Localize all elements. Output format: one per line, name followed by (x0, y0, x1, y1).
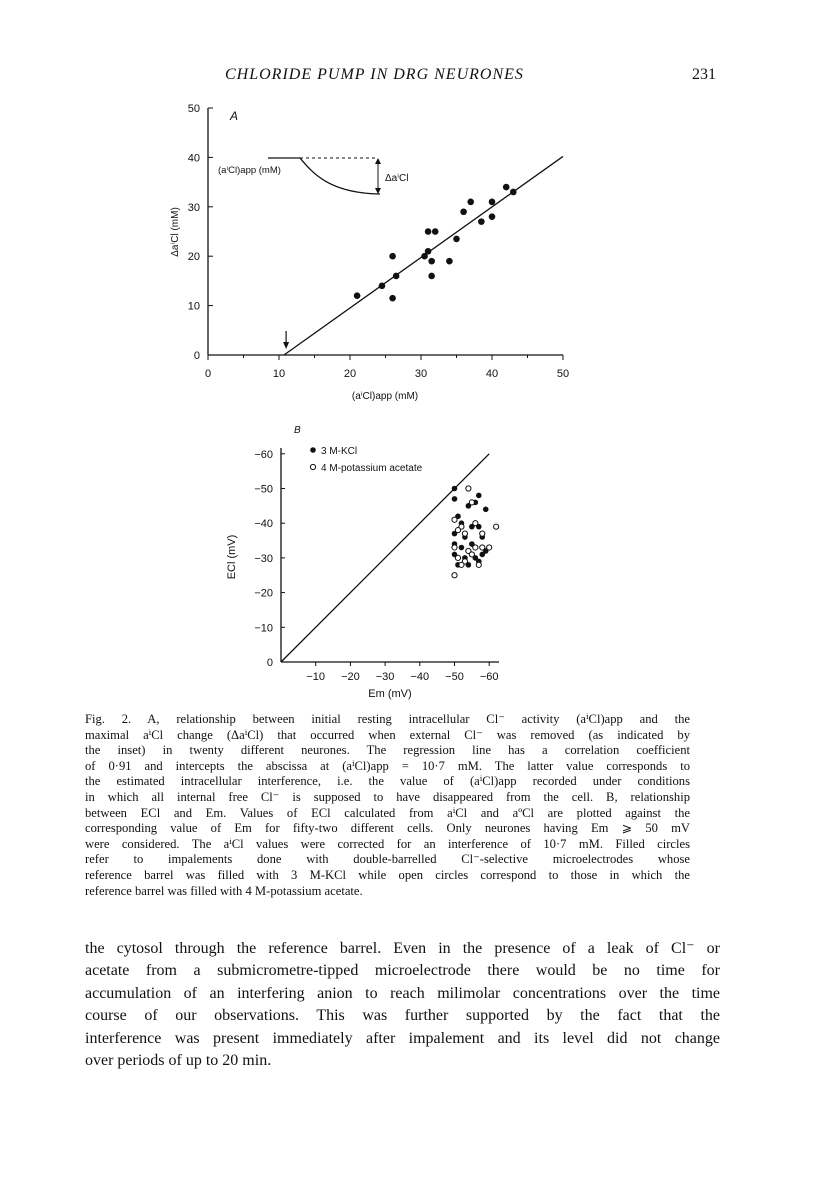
panel-a-y-label: ΔaⁱCl (mM) (170, 207, 181, 257)
data-point (425, 228, 432, 235)
inset-curve-label: (aⁱCl)app (mM) (218, 165, 281, 176)
data-point (453, 236, 460, 243)
legend-filled-label: 3 M-KCl (321, 446, 358, 457)
caption-line: corresponding value of Em for fifty-two different cells. Only neurones having Em ⩾ 50 mV (85, 821, 690, 836)
x-tick-label: 10 (272, 368, 286, 380)
legend-filled-marker (310, 447, 316, 453)
panel-b-x-label: Em (mV) (368, 688, 412, 700)
data-point (393, 273, 400, 280)
panel-b-points (452, 486, 499, 578)
data-point-open (466, 486, 471, 491)
data-point (428, 273, 435, 280)
data-point-open (476, 562, 481, 567)
data-point (428, 258, 435, 265)
caption-line: the estimated intracellular interference, i.e. the value of (aⁱCl)app recorded under conditions (85, 774, 690, 789)
y-tick-label: 0 (266, 657, 273, 669)
y-tick-label: −30 (254, 552, 273, 565)
data-point (379, 283, 386, 290)
data-point-open (455, 555, 460, 560)
caption-line: between ECl and Em. Values of ECl calculated from aⁱCl and aºCl are plotted against the (85, 805, 690, 820)
data-point-open (452, 573, 457, 578)
caption-line: the inset) in twenty different neurones. The regression line has a correlation coefficient (85, 743, 690, 758)
y-tick-label: −10 (254, 622, 273, 635)
panel-a-x-label: (aⁱCl)app (mM) (351, 391, 419, 402)
data-point-filled (483, 507, 489, 513)
data-point (425, 248, 432, 255)
data-point (510, 189, 517, 196)
caption-line: maximal aⁱCl change (ΔaⁱCl) that occurred when external Cl⁻ was removed (as indicated by (85, 727, 690, 742)
panel-b (226, 425, 499, 700)
data-point-open (452, 517, 457, 522)
y-tick-label: 50 (187, 103, 200, 115)
data-point-open (494, 524, 499, 529)
body-line: interference was present immediately after impalement and its level did not change (85, 1029, 720, 1047)
data-point (478, 218, 485, 225)
panel-b-label: B (294, 425, 301, 436)
body-line: the cytosol through the reference barrel. Even in the presence of a leak of Cl⁻ or (85, 940, 720, 957)
inset-trace (268, 158, 380, 194)
y-tick-label: 10 (187, 300, 200, 313)
data-point-open (469, 552, 474, 557)
caption-line: of 0·91 and intercepts the abscissa at (aⁱCl)app = 10·7 mM. The latter value corresponds to (85, 758, 690, 773)
y-tick-label: −50 (254, 483, 273, 496)
data-point (489, 199, 496, 206)
caption-line: reference barrel was filled with 4 M-potassium acetate. (85, 883, 363, 898)
x-tick-label: −40 (410, 671, 430, 683)
data-point-open (455, 528, 460, 533)
data-point (432, 228, 439, 235)
data-point-open (452, 545, 457, 550)
x-tick-label: 0 (204, 368, 212, 380)
legend-open-label: 4 M-potassium acetate (321, 463, 423, 474)
body-line: over periods of up to 20 min. (85, 1052, 272, 1070)
inset-delta-arrow-up (375, 158, 381, 164)
data-point (354, 292, 361, 299)
x-tick-label: −50 (445, 671, 464, 683)
x-tick-label: −30 (375, 671, 395, 683)
y-tick-label: −20 (254, 587, 273, 600)
y-tick-label: 30 (187, 201, 200, 214)
panel-a (170, 103, 569, 402)
page-number: 231 (692, 66, 716, 83)
caption-line: were considered. The aⁱCl values were corrected for an interference of 10·7 mM. Filled circles (85, 836, 690, 851)
data-point-open (473, 521, 478, 526)
data-point-open (469, 500, 474, 505)
x-tick-label: 30 (414, 368, 428, 380)
body-line: accumulation of an interfering anion to reach milimolar concentrations over the time (85, 984, 720, 1002)
body-line: acetate from a submicrometre-tipped microelectrode there would be no time for (85, 962, 720, 980)
data-point-filled (476, 493, 482, 499)
figure-caption (85, 712, 690, 899)
x-tick-label: −20 (341, 671, 360, 683)
data-point (446, 258, 453, 265)
data-point-open (473, 545, 478, 550)
body-paragraph (85, 938, 720, 1072)
data-point (467, 199, 474, 206)
legend-open-marker (310, 464, 315, 469)
data-point (460, 208, 467, 215)
panel-b-y-label: ECl (mV) (226, 534, 238, 580)
caption-line: Fig. 2. A, relationship between initial resting intracellular Cl⁻ activity (aⁱCl)app and the (85, 712, 690, 726)
data-point-filled (452, 496, 458, 502)
data-point-open (462, 531, 467, 536)
y-tick-label: −60 (254, 448, 273, 461)
y-tick-label: 0 (193, 350, 200, 362)
body-line: course of our observations. This was further supported by the fact that the (85, 1007, 720, 1025)
x-tick-label: 50 (556, 368, 570, 380)
panel-a-intercept-arrow (283, 331, 289, 349)
data-point (489, 213, 496, 220)
panel-b-legend (310, 446, 422, 474)
data-point-filled (459, 545, 465, 551)
x-tick-label: −60 (479, 671, 499, 683)
x-tick-label: −10 (306, 671, 326, 683)
caption-line: reference barrel was filled with 3 M-KCl while open circles correspond to those in which the (85, 867, 690, 882)
x-tick-label: 40 (485, 368, 499, 380)
data-point (503, 184, 510, 191)
data-point-filled (479, 552, 485, 558)
data-point-filled (452, 486, 458, 492)
data-point-open (487, 545, 492, 550)
y-tick-label: 40 (187, 152, 200, 165)
caption-line: refer to impalements done with double-barrelled Cl⁻-selective microelectrodes whose (85, 852, 690, 867)
inset-delta-arrow-down (375, 188, 381, 194)
panel-a-ticks (188, 103, 569, 380)
caption-line: in which all internal free Cl⁻ is supposed to have disappeared from the cell. B, relationship (85, 789, 690, 804)
panel-a-points (354, 184, 517, 302)
inset-delta-label: ΔaⁱCl (385, 173, 409, 184)
panel-a-inset (218, 158, 408, 194)
y-tick-label: 20 (187, 251, 200, 264)
running-title: CHLORIDE PUMP IN DRG NEURONES (225, 66, 524, 83)
data-point (389, 253, 396, 260)
y-tick-label: −40 (254, 518, 273, 531)
data-point-open (480, 531, 485, 536)
data-point-open (480, 545, 485, 550)
data-point-open (459, 562, 464, 567)
data-point (389, 295, 396, 302)
panel-a-label: A (230, 109, 239, 123)
x-tick-label: 20 (343, 368, 357, 380)
